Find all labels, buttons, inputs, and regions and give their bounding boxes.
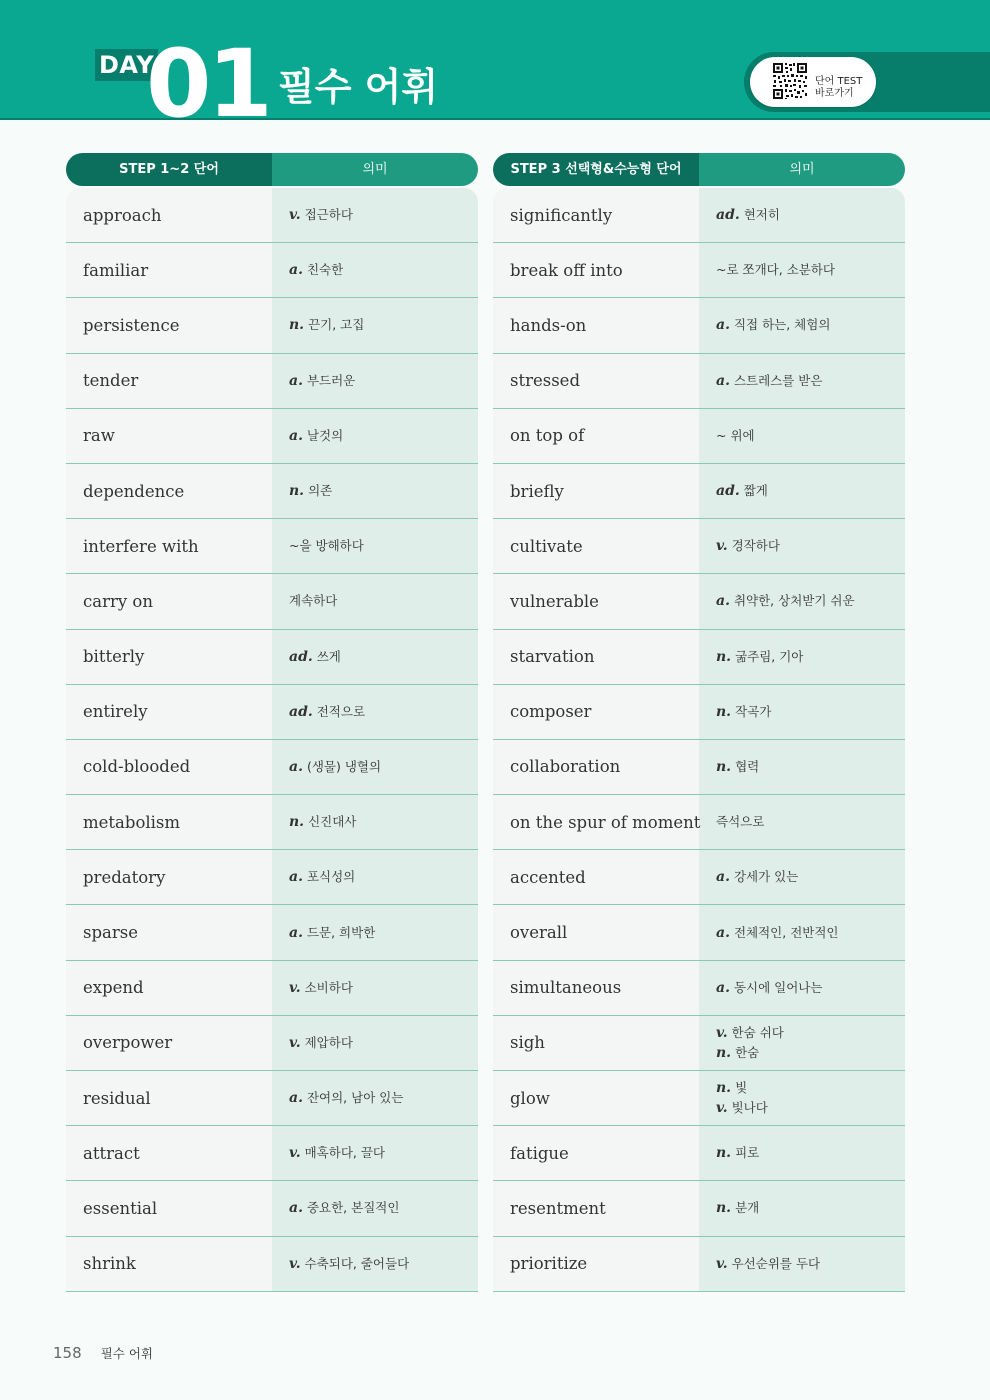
part-of-speech: a. [716, 869, 730, 886]
table-row [493, 795, 905, 850]
meaning-line [289, 1198, 478, 1218]
part-of-speech: v. [289, 1034, 301, 1051]
table-row [493, 464, 905, 519]
part-of-speech: v. [716, 538, 728, 555]
meaning-line [716, 812, 905, 832]
table-row [493, 905, 905, 960]
vocab-meaning [699, 850, 905, 904]
column-header-meaning: 의미 [272, 153, 478, 186]
meaning-line [716, 371, 905, 391]
day-label: DAY [95, 49, 158, 81]
part-of-speech: n. [716, 1080, 732, 1097]
vocab-word: cold-blooded [83, 757, 191, 777]
part-of-speech: ad. [289, 648, 313, 665]
vocab-word: composer [510, 702, 592, 722]
meaning-text: 동시에 일어나는 [733, 979, 823, 995]
table-header [493, 153, 905, 186]
part-of-speech: v. [289, 207, 301, 224]
meaning-text: 빛 [735, 1080, 748, 1096]
vocab-meaning [699, 409, 905, 463]
part-of-speech: a. [289, 869, 303, 886]
meaning-line [716, 978, 905, 998]
table-row [66, 519, 478, 574]
vocab-word: sigh [510, 1033, 545, 1053]
meaning-text: 피로 [735, 1145, 760, 1161]
vocab-word: dependence [83, 481, 185, 501]
meaning-text: 굶주림, 기아 [735, 648, 804, 664]
vocab-word: shrink [83, 1254, 136, 1274]
meaning-line [289, 702, 478, 722]
meaning-text: 끈기, 고집 [308, 317, 365, 333]
vocab-word: residual [83, 1088, 151, 1108]
vocab-word: interfere with [83, 536, 199, 556]
vocab-word: persistence [83, 315, 180, 335]
part-of-speech: a. [289, 924, 303, 941]
meaning-text: 전체적인, 전반적인 [733, 924, 839, 940]
meaning-text: 친숙한 [306, 262, 344, 278]
meaning-line [716, 1078, 905, 1098]
word-test-label-line2: 바로가기 [815, 88, 854, 99]
table-row [493, 850, 905, 905]
vocab-meaning [699, 464, 905, 518]
vocab-word: familiar [83, 260, 149, 280]
vocab-word: hands-on [510, 315, 587, 335]
meaning-line [289, 426, 478, 446]
part-of-speech: v. [289, 1145, 301, 1162]
meaning-line [716, 1254, 905, 1274]
meaning-text: 경작하다 [731, 538, 780, 554]
meaning-text: 드문, 희박한 [306, 924, 376, 940]
table-body [493, 188, 905, 1292]
meaning-text: 한숨 쉬다 [731, 1024, 784, 1040]
part-of-speech: a. [716, 924, 730, 941]
vocab-word: approach [83, 205, 162, 225]
part-of-speech: a. [289, 262, 303, 279]
meaning-text: 우선순위를 두다 [731, 1255, 821, 1271]
header-band [0, 0, 990, 120]
meaning-line [716, 1043, 905, 1063]
meaning-text: 매혹하다, 끌다 [304, 1145, 386, 1161]
meaning-line [716, 1098, 905, 1118]
vocab-word: glow [510, 1088, 550, 1108]
vocab-meaning [272, 1071, 478, 1125]
vocab-meaning [272, 685, 478, 739]
vocab-meaning [699, 298, 905, 352]
table-row [66, 464, 478, 519]
vocab-meaning [699, 519, 905, 573]
vocab-meaning [699, 630, 905, 684]
meaning-text: 포식성의 [306, 869, 356, 885]
meaning-text: 협력 [735, 758, 760, 774]
vocab-meaning [699, 1237, 905, 1291]
table-row [66, 354, 478, 409]
part-of-speech: v. [716, 1255, 728, 1272]
table-row [66, 298, 478, 353]
table-row [493, 1071, 905, 1126]
vocab-meaning [699, 1126, 905, 1180]
vocab-word: accented [510, 867, 586, 887]
vocab-meaning [272, 630, 478, 684]
meaning-line [716, 481, 905, 501]
vocab-word: predatory [83, 867, 166, 887]
table-row [493, 188, 905, 243]
part-of-speech: n. [289, 317, 305, 334]
meaning-line [716, 536, 905, 556]
vocab-meaning [272, 298, 478, 352]
vocab-word: simultaneous [510, 978, 622, 998]
vocab-word: vulnerable [510, 591, 599, 611]
word-test-label[interactable] [815, 76, 862, 100]
part-of-speech: n. [716, 758, 732, 775]
meaning-line [716, 260, 905, 280]
table-row [66, 188, 478, 243]
table-row [493, 354, 905, 409]
table-row [493, 1237, 905, 1292]
meaning-line [289, 923, 478, 943]
meaning-line [716, 1023, 905, 1043]
vocab-meaning [272, 905, 478, 959]
meaning-text: ~ 위에 [716, 427, 755, 443]
table-row [66, 685, 478, 740]
table-row [66, 740, 478, 795]
table-row [493, 574, 905, 629]
meaning-text: 쓰게 [316, 648, 341, 664]
vocab-meaning [272, 1126, 478, 1180]
vocab-word: significantly [510, 205, 613, 225]
column-header-word: STEP 3 선택형&수능형 단어 [493, 153, 699, 186]
meaning-line [289, 1088, 478, 1108]
vocab-meaning [272, 354, 478, 408]
table-body [66, 188, 478, 1292]
vocab-meaning [699, 961, 905, 1015]
meaning-line [289, 371, 478, 391]
vocab-word: briefly [510, 481, 564, 501]
meaning-line [289, 481, 478, 501]
meaning-text: 제압하다 [304, 1034, 353, 1050]
meaning-text: 수축되다, 줄어들다 [304, 1255, 410, 1271]
table-row [66, 795, 478, 850]
table-row [66, 1237, 478, 1292]
vocab-word: essential [83, 1198, 158, 1218]
meaning-text: 스트레스를 받은 [733, 372, 823, 388]
vocab-meaning [272, 243, 478, 297]
meaning-line [716, 315, 905, 335]
table-row [493, 740, 905, 795]
meaning-line [716, 1143, 905, 1163]
table-row [66, 409, 478, 464]
meaning-line [289, 867, 478, 887]
part-of-speech: n. [289, 814, 305, 831]
vocab-word: metabolism [83, 812, 181, 832]
vocab-meaning [272, 850, 478, 904]
vocab-meaning [699, 354, 905, 408]
part-of-speech: n. [716, 1200, 732, 1217]
meaning-text: 분개 [735, 1200, 760, 1216]
meaning-line [289, 315, 478, 335]
vocab-meaning [699, 740, 905, 794]
vocab-word: tender [83, 371, 139, 391]
vocab-table-step3 [493, 153, 905, 1292]
part-of-speech: v. [289, 1255, 301, 1272]
table-row [493, 685, 905, 740]
page-number: 158 [53, 1344, 82, 1362]
part-of-speech: a. [289, 372, 303, 389]
part-of-speech: n. [716, 648, 732, 665]
table-row [66, 630, 478, 685]
part-of-speech: a. [716, 372, 730, 389]
meaning-text: 부드러운 [306, 372, 356, 388]
table-row [66, 961, 478, 1016]
meaning-text: 한숨 [735, 1044, 760, 1060]
meaning-line [716, 647, 905, 667]
vocab-word: on top of [510, 426, 585, 446]
meaning-line [716, 591, 905, 611]
meaning-line [289, 1254, 478, 1274]
part-of-speech: v. [716, 1024, 728, 1041]
table-row [66, 1016, 478, 1071]
vocab-meaning [699, 188, 905, 242]
vocab-word: overpower [83, 1033, 173, 1053]
vocab-meaning [699, 685, 905, 739]
table-header [66, 153, 478, 186]
meaning-line [716, 1198, 905, 1218]
vocab-word: break off into [510, 260, 623, 280]
meaning-line [289, 1033, 478, 1053]
vocab-word: sparse [83, 923, 138, 943]
vocab-word: entirely [83, 702, 148, 722]
word-test-label-line1: 단어 TEST [815, 76, 863, 87]
vocab-meaning [699, 1181, 905, 1235]
meaning-text: 직접 하는, 체험의 [733, 317, 831, 333]
table-row [493, 243, 905, 298]
day-number: 01 [146, 30, 269, 120]
vocab-meaning [272, 795, 478, 849]
footer-section-label: 필수 어휘 [100, 1346, 154, 1361]
meaning-text: 즉석으로 [716, 814, 765, 830]
vocab-word: stressed [510, 371, 581, 391]
meaning-line [289, 647, 478, 667]
part-of-speech: n. [289, 483, 305, 500]
table-row [66, 850, 478, 905]
table-row [493, 961, 905, 1016]
page-footer [53, 1343, 153, 1363]
table-row [66, 905, 478, 960]
meaning-line [289, 591, 478, 611]
column-header-meaning: 의미 [699, 153, 905, 186]
meaning-line [289, 260, 478, 280]
meaning-text: 전적으로 [316, 703, 366, 719]
part-of-speech: v. [289, 979, 301, 996]
vocab-meaning [699, 574, 905, 628]
vocab-meaning [272, 574, 478, 628]
vocab-meaning [272, 409, 478, 463]
vocab-word: collaboration [510, 757, 621, 777]
table-row [493, 1016, 905, 1071]
meaning-text: 신진대사 [308, 814, 357, 830]
table-row [493, 630, 905, 685]
meaning-line [289, 757, 478, 777]
vocab-meaning [272, 519, 478, 573]
table-row [66, 1126, 478, 1181]
vocab-word: carry on [83, 591, 153, 611]
vocab-meaning [272, 188, 478, 242]
table-row [66, 243, 478, 298]
meaning-text: 중요한, 본질적인 [306, 1200, 400, 1216]
part-of-speech: n. [716, 703, 732, 720]
table-row [493, 409, 905, 464]
table-row [493, 519, 905, 574]
meaning-text: 짧게 [743, 483, 768, 499]
meaning-text: ~을 방해하다 [289, 538, 364, 554]
table-row [493, 298, 905, 353]
meaning-line [716, 923, 905, 943]
part-of-speech: n. [716, 1145, 732, 1162]
meaning-text: 빛나다 [731, 1100, 768, 1116]
vocab-meaning [699, 1071, 905, 1125]
vocab-word: expend [83, 978, 144, 998]
vocab-word: raw [83, 426, 115, 446]
vocab-meaning [272, 1237, 478, 1291]
part-of-speech: ad. [289, 703, 313, 720]
part-of-speech: ad. [716, 483, 740, 500]
part-of-speech: ad. [716, 207, 740, 224]
table-row [493, 1181, 905, 1236]
meaning-text: 날것의 [306, 427, 344, 443]
meaning-line [289, 978, 478, 998]
meaning-line [716, 867, 905, 887]
vocab-meaning [699, 905, 905, 959]
part-of-speech: a. [716, 317, 730, 334]
table-row [66, 1181, 478, 1236]
vocab-word: resentment [510, 1198, 606, 1218]
meaning-line [716, 702, 905, 722]
meaning-text: 잔여의, 남아 있는 [306, 1090, 404, 1106]
qr-code-icon[interactable] [772, 62, 808, 100]
column-header-word: STEP 1~2 단어 [66, 153, 272, 186]
table-row [66, 574, 478, 629]
vocab-meaning [272, 1181, 478, 1235]
meaning-text: 현저히 [743, 207, 780, 223]
table-row [66, 1071, 478, 1126]
meaning-text: 접근하다 [304, 207, 353, 223]
meaning-line [716, 757, 905, 777]
meaning-text: 작곡가 [735, 703, 772, 719]
meaning-line [716, 205, 905, 225]
part-of-speech: a. [289, 758, 303, 775]
part-of-speech: a. [716, 593, 730, 610]
page-title: 필수 어휘 [278, 65, 439, 109]
part-of-speech: a. [716, 979, 730, 996]
vocab-word: starvation [510, 647, 595, 667]
vocab-word: prioritize [510, 1254, 588, 1274]
vocab-meaning [272, 961, 478, 1015]
meaning-line [289, 812, 478, 832]
meaning-line [289, 205, 478, 225]
vocab-meaning [699, 1016, 905, 1070]
vocab-word: overall [510, 923, 568, 943]
vocab-meaning [699, 795, 905, 849]
meaning-line [289, 536, 478, 556]
part-of-speech: n. [716, 1044, 732, 1061]
vocab-meaning [699, 243, 905, 297]
vocab-word: bitterly [83, 647, 145, 667]
meaning-text: 계속하다 [289, 593, 338, 609]
vocab-meaning [272, 740, 478, 794]
meaning-text: ~로 쪼개다, 소분하다 [716, 262, 835, 278]
vocab-table-step1-2 [66, 153, 478, 1292]
meaning-text: 강세가 있는 [733, 869, 799, 885]
vocab-word: fatigue [510, 1143, 569, 1163]
part-of-speech: a. [289, 427, 303, 444]
meaning-text: 취약한, 상처받기 쉬운 [733, 593, 855, 609]
part-of-speech: a. [289, 1090, 303, 1107]
meaning-text: 의존 [308, 483, 333, 499]
vocab-word: cultivate [510, 536, 583, 556]
meaning-line [716, 426, 905, 446]
table-row [493, 1126, 905, 1181]
meaning-line [289, 1143, 478, 1163]
vocab-word: on the spur of moment [510, 812, 701, 832]
vocab-word: attract [83, 1143, 140, 1163]
part-of-speech: a. [289, 1200, 303, 1217]
meaning-text: 소비하다 [304, 979, 353, 995]
part-of-speech: v. [716, 1100, 728, 1117]
vocab-meaning [272, 464, 478, 518]
meaning-text: (생물) 냉혈의 [306, 758, 382, 774]
vocab-meaning [272, 1016, 478, 1070]
